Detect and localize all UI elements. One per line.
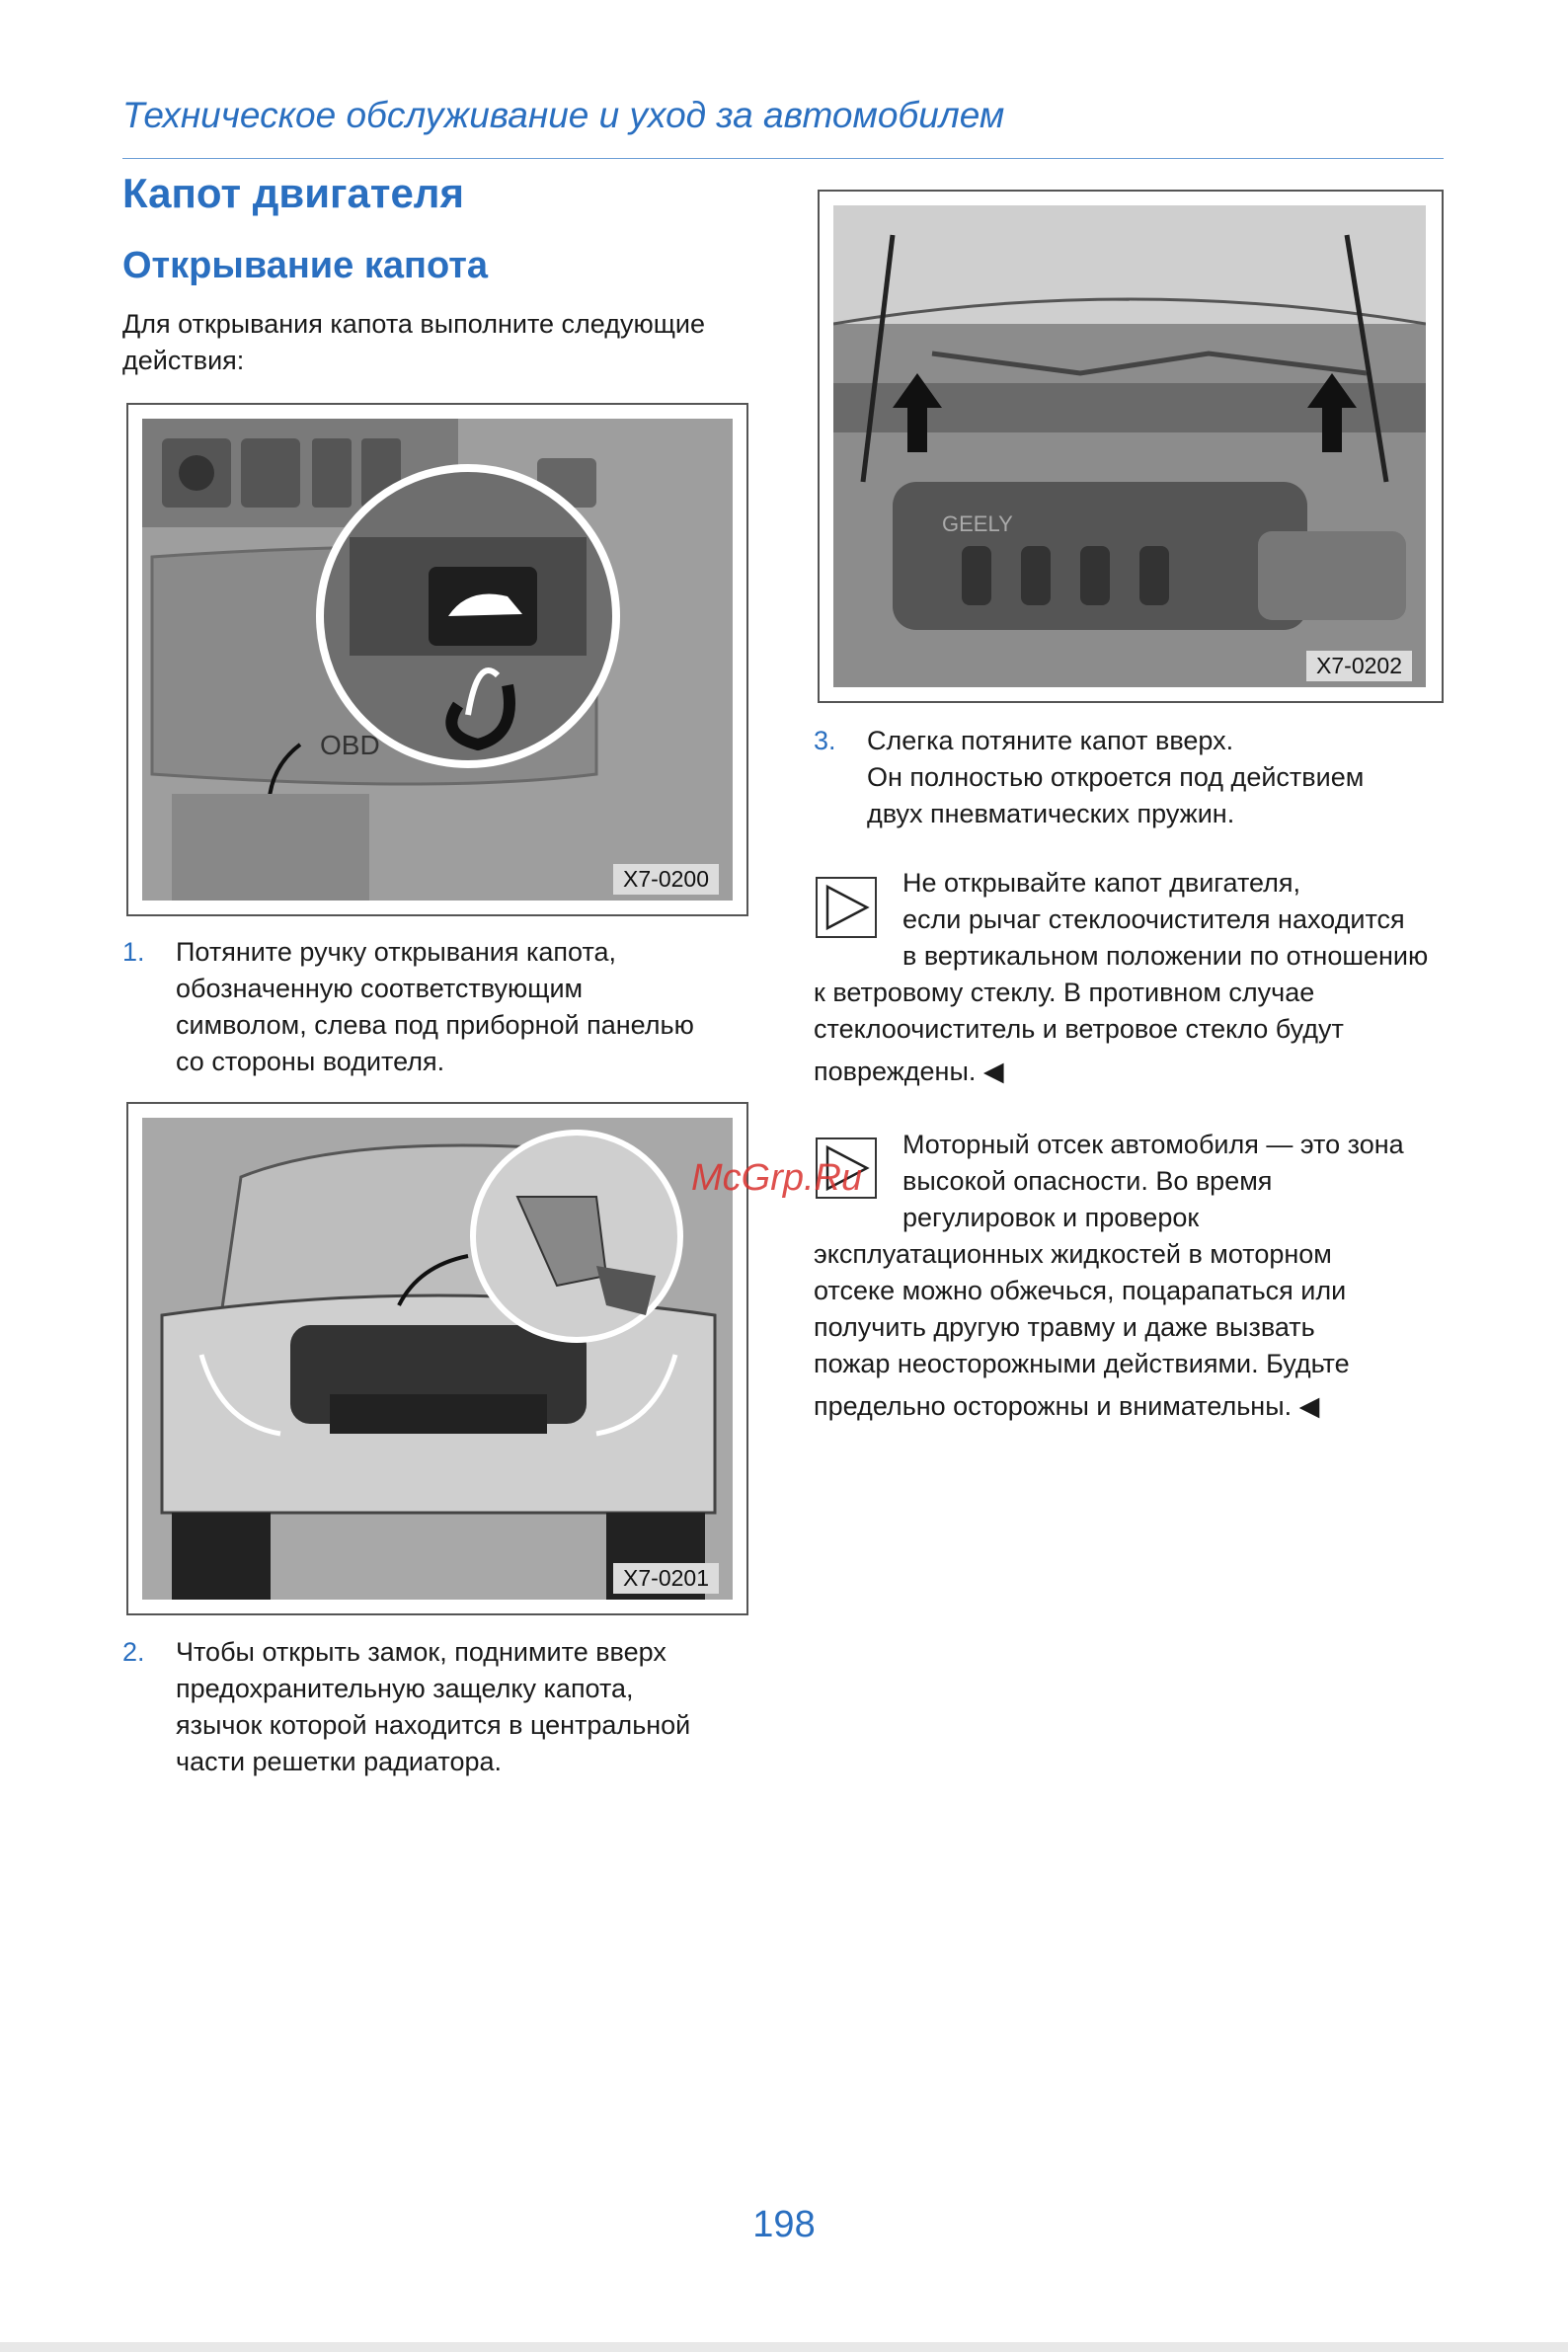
step-number: 1.	[122, 937, 145, 967]
step-3	[814, 723, 1446, 836]
figure-engine-bay	[818, 190, 1444, 703]
watermark: McGrp.Ru	[691, 1157, 863, 1199]
warning-line: повреждены.	[814, 1057, 977, 1086]
section-title: Капот двигателя	[122, 170, 464, 216]
warning-last-line	[814, 1388, 1446, 1425]
warning-line: получить другую травму и даже вызвать	[814, 1312, 1315, 1342]
warning-2-body	[814, 1236, 1446, 1425]
svg-text:OBD: OBD	[320, 730, 380, 760]
engine-bay-gas-struts-illustration	[833, 205, 1426, 687]
warning-line: отсеке можно обжечься, поцарапаться или	[814, 1276, 1347, 1305]
step-number: 3.	[814, 726, 836, 755]
car-front-latch-illustration	[142, 1118, 733, 1600]
warning-line: в вертикальном положении по отношению	[902, 941, 1429, 971]
warning-line: Не открывайте капот двигателя,	[902, 868, 1301, 898]
step-text: Чтобы открыть замок, поднимите вверх предохранительную защелку капота, язычок которой находится в центральной части решетки радиатора.	[176, 1637, 691, 1776]
subsection-title: Открывание капота	[122, 245, 488, 286]
warning-line: пожар неосторожными действиями. Будьте	[814, 1349, 1350, 1378]
step-number: 2.	[122, 1637, 145, 1667]
warning-line: высокой опасности. Во время	[902, 1166, 1273, 1196]
figure-caption: X7-0200	[613, 864, 719, 895]
caution-triangle-icon	[816, 877, 877, 938]
step-2	[122, 1634, 754, 1782]
end-mark-icon: ◀	[982, 1057, 1004, 1086]
warning-line: Моторный отсек автомобиля — это зона	[902, 1130, 1404, 1159]
step-1	[122, 934, 754, 1082]
warning-line: стеклоочиститель и ветровое стекло будут	[814, 1014, 1344, 1044]
warning-line: эксплуатационных жидкостей в моторном	[814, 1239, 1332, 1269]
footer-bar	[0, 2342, 1568, 2352]
warning-2-indented	[902, 1127, 1455, 1236]
warning-1-indented	[902, 865, 1455, 975]
hood-release-handle-illustration	[142, 419, 733, 901]
figure-car-front	[126, 1102, 748, 1615]
warning-1-body	[814, 975, 1446, 1090]
header-divider	[122, 158, 1444, 159]
chapter-title: Техническое обслуживание и уход за автомобилем	[122, 95, 1005, 135]
warning-line: если рычаг стеклоочистителя находится	[902, 904, 1405, 934]
page-number: 198	[752, 2204, 816, 2245]
step-text: Слегка потяните капот вверх. Он полностью откроется под действием двух пневматических пружин.	[867, 726, 1365, 828]
figure-caption: X7-0201	[613, 1563, 719, 1594]
end-mark-icon: ◀	[1298, 1391, 1320, 1421]
figure-hood-release	[126, 403, 748, 916]
warning-line: к ветровому стеклу. В противном случае	[814, 978, 1315, 1007]
warning-last-line	[814, 1054, 1446, 1090]
figure-caption: X7-0202	[1306, 651, 1412, 681]
svg-text:GEELY: GEELY	[942, 511, 1013, 536]
warning-line: предельно осторожны и внимательны.	[814, 1391, 1293, 1421]
warning-line: регулировок и проверок	[902, 1203, 1200, 1232]
intro-text: Для открывания капота выполните следующие действия:	[122, 309, 706, 375]
step-text: Потяните ручку открывания капота, обозначенную соответствующим символом, слева под приборной панелью со стороны водителя.	[176, 937, 694, 1076]
